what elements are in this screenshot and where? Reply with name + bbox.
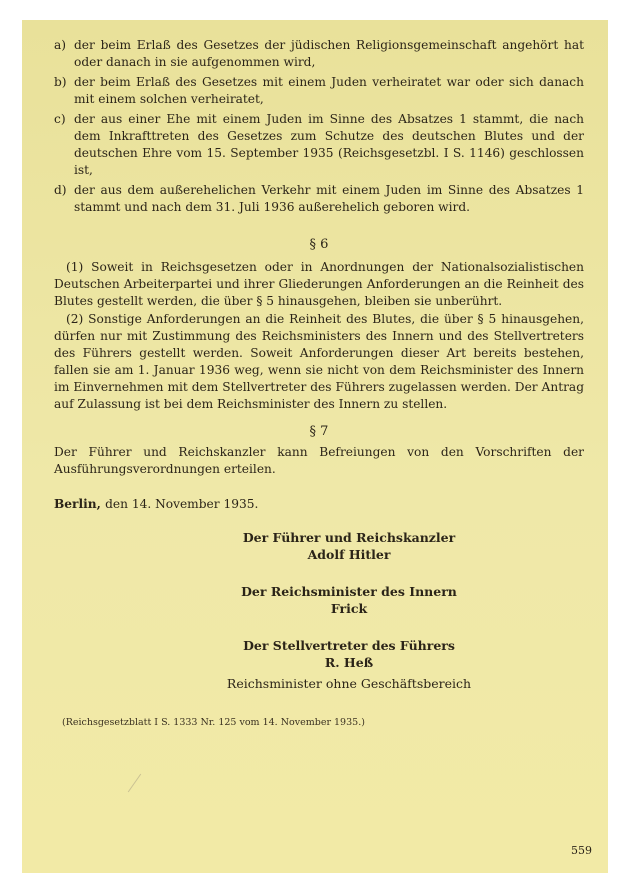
section-6-paragraph-2: (2) Sonstige Anforderungen an die Reinheit des Blutes, die über § 5 hinausgehen, dürfen nur mit Zustimmung des Reichsministers des Innern und des Stellvertreters des Führers gestellt werden. Soweit Anforderungen dieser Art bereits bestehen, fallen sie am 1. Januar 1936 weg, wenn sie nicht von dem Reichsminister des Innern im Einvernehmen mit dem Stellvertreter des Führers zugelassen werden. Der Antrag auf Zulassung ist bei dem Reichsminister des Innern zu stellen. [54, 312, 584, 411]
signature-block-interior-minister [114, 583, 584, 617]
signature-name: Frick [330, 601, 368, 616]
signature-name: Adolf Hitler [307, 547, 391, 562]
item-text: der aus dem außerehelichen Verkehr mit einem Juden im Sinne des Absatzes 1 stammt und nach dem 31. Juli 1936 außerehelich geboren wird. [74, 183, 584, 214]
definition-list [54, 37, 584, 216]
item-text: der beim Erlaß des Gesetzes der jüdischen Religionsgemeinschaft angehört hat oder danach in sie aufgenommen wird, [74, 38, 584, 69]
source-citation: (Reichsgesetzblatt I S. 1333 Nr. 125 vom 14. November 1935.) [62, 717, 365, 728]
document-body [54, 37, 584, 692]
item-label: d) [54, 183, 67, 197]
signature-block-deputy [114, 637, 584, 692]
place-city: Berlin, [54, 497, 101, 511]
item-label: a) [54, 38, 67, 52]
item-label: b) [54, 75, 67, 89]
signature-name: R. Heß [324, 655, 374, 670]
section-7-paragraph-1: Der Führer und Reichskanzler kann Befreiungen von den Vorschriften der Ausführungsverordnungen erteilen. [54, 445, 584, 476]
signature-role: Der Reichsminister des Innern [241, 584, 457, 599]
signature-block-fuehrer [114, 529, 584, 563]
signature-subtitle: Reichsminister ohne Geschäftsbereich [226, 676, 472, 691]
paper-mark [128, 774, 141, 793]
section-7-heading: § 7 [309, 424, 329, 439]
signature-role: Der Stellvertreter des Führers [243, 638, 455, 653]
place-and-date [54, 496, 584, 513]
list-item [54, 74, 584, 108]
page-number: 559 [571, 844, 592, 857]
document-page [22, 20, 608, 873]
section-6-paragraph-1: (1) Soweit in Reichsgesetzen oder in Anordnungen der Nationalsozialistischen Deutschen Arbeiterpartei und ihrer Gliederungen Anforderungen an die Reinheit des Blutes gestellt werden, die über § 5 hinausgehen, bleiben sie unberührt. [54, 260, 584, 308]
list-item [54, 111, 584, 179]
signature-role: Der Führer und Reichskanzler [242, 530, 456, 545]
section-6-heading: § 6 [309, 237, 329, 252]
item-text: der aus einer Ehe mit einem Juden im Sinne des Absatzes 1 stammt, die nach dem Inkrafttreten des Gesetzes zum Schutze des deutschen Blutes und der deutschen Ehre vom 15. September 1935 (Reichsgesetzbl. I S. 1146) geschlossen ist, [74, 112, 584, 177]
list-item [54, 37, 584, 71]
place-date: den 14. November 1935. [105, 497, 259, 511]
list-item [54, 182, 584, 216]
item-label: c) [54, 112, 66, 126]
item-text: der beim Erlaß des Gesetzes mit einem Juden verheiratet war oder sich danach mit einem solchen verheiratet, [74, 75, 584, 106]
